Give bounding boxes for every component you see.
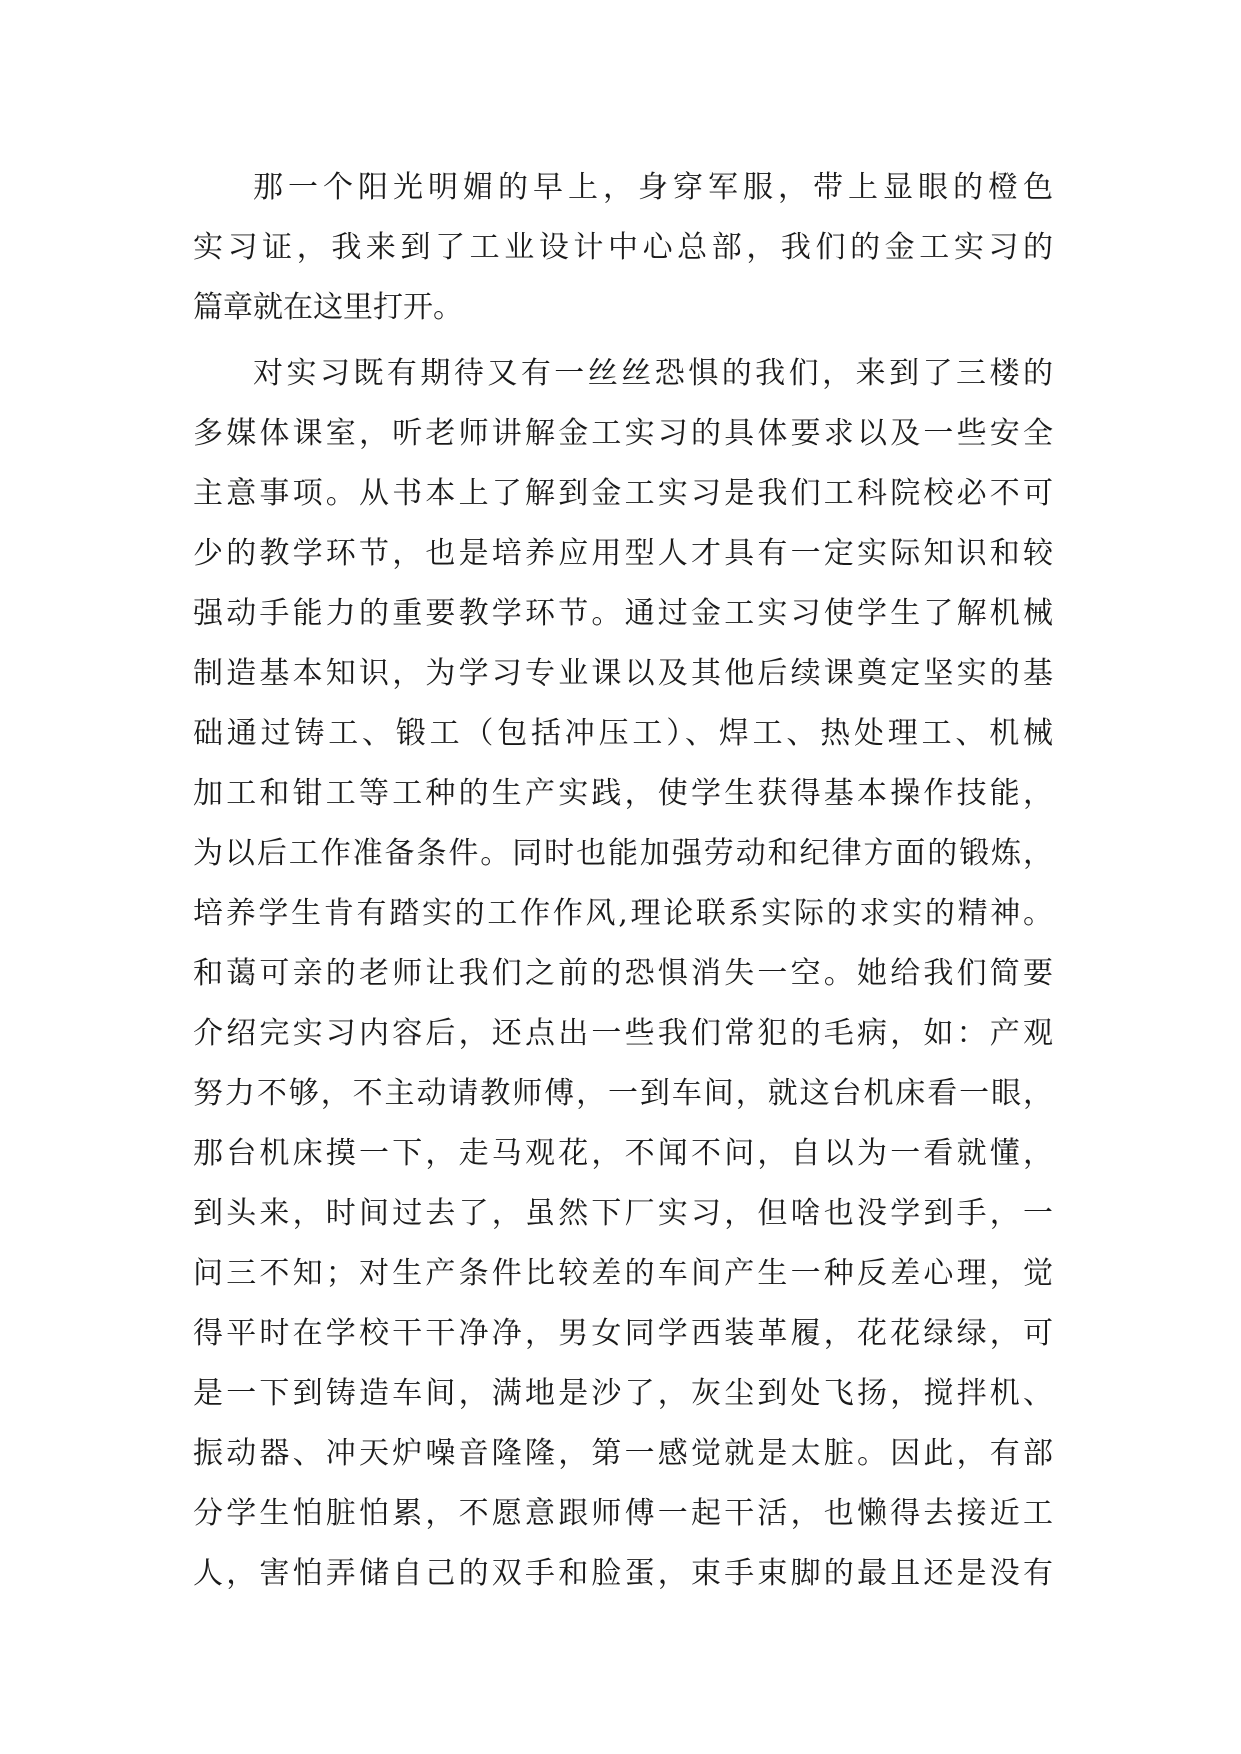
text-line: 对实习既有期待又有一丝丝恐惧的我们，来到了三楼的 (253, 356, 1053, 391)
text-line: 加工和钳工等工种的生产实践，使学生获得基本操作技能， (193, 776, 1053, 811)
text-line: 篇章就在这里打开。 (193, 290, 463, 325)
text-line: 努力不够，不主动请教师傅，一到车间，就这台机床看一眼， (193, 1076, 1053, 1111)
document-body (193, 158, 1053, 1604)
text-line: 那一个阳光明媚的早上，身穿军服，带上显眼的橙色 (253, 170, 1053, 205)
text-line: 主意事项。从书本上了解到金工实习是我们工科院校必不可 (193, 476, 1053, 511)
text-line: 是一下到铸造车间，满地是沙了，灰尘到处飞扬，搅拌机、 (193, 1376, 1053, 1411)
text-line: 础通过铸工、锻工（包括冲压工）、焊工、热处理工、机械 (193, 716, 1053, 751)
text-line: 分学生怕脏怕累，不愿意跟师傅一起干活，也懒得去接近工 (193, 1496, 1053, 1531)
paragraph (193, 344, 1053, 1604)
text-line: 介绍完实习内容后，还点出一些我们常犯的毛病，如：产观 (193, 1016, 1053, 1051)
text-line: 振动器、冲天炉噪音隆隆，第一感觉就是太脏。因此，有部 (193, 1436, 1053, 1471)
text-line: 得平时在学校干干净净，男女同学西装革履，花花绿绿，可 (193, 1316, 1053, 1351)
text-line: 多媒体课室，听老师讲解金工实习的具体要求以及一些安全 (193, 416, 1053, 451)
text-line: 制造基本知识，为学习专业课以及其他后续课奠定坚实的基 (193, 656, 1053, 691)
text-line: 少的教学环节，也是培养应用型人才具有一定实际知识和较 (193, 536, 1053, 571)
text-line: 培养学生肯有踏实的工作作风,理论联系实际的求实的精神。 (193, 896, 1053, 931)
text-line: 问三不知；对生产条件比较差的车间产生一种反差心理，觉 (193, 1256, 1053, 1291)
text-line: 到头来，时间过去了，虽然下厂实习，但啥也没学到手，一 (193, 1196, 1053, 1231)
text-line: 那台机床摸一下，走马观花，不闻不问，自以为一看就懂， (193, 1136, 1053, 1171)
text-line: 为以后工作准备条件。同时也能加强劳动和纪律方面的锻炼， (193, 836, 1053, 871)
paragraph (193, 158, 1053, 338)
text-line: 实习证，我来到了工业设计中心总部，我们的金工实习的 (193, 230, 1053, 265)
text-line: 和蔼可亲的老师让我们之前的恐惧消失一空。她给我们简要 (193, 956, 1053, 991)
text-line: 人，害怕弄储自己的双手和脸蛋，束手束脚的最且还是没有 (193, 1556, 1053, 1591)
text-line: 强动手能力的重要教学环节。通过金工实习使学生了解机械 (193, 596, 1053, 631)
